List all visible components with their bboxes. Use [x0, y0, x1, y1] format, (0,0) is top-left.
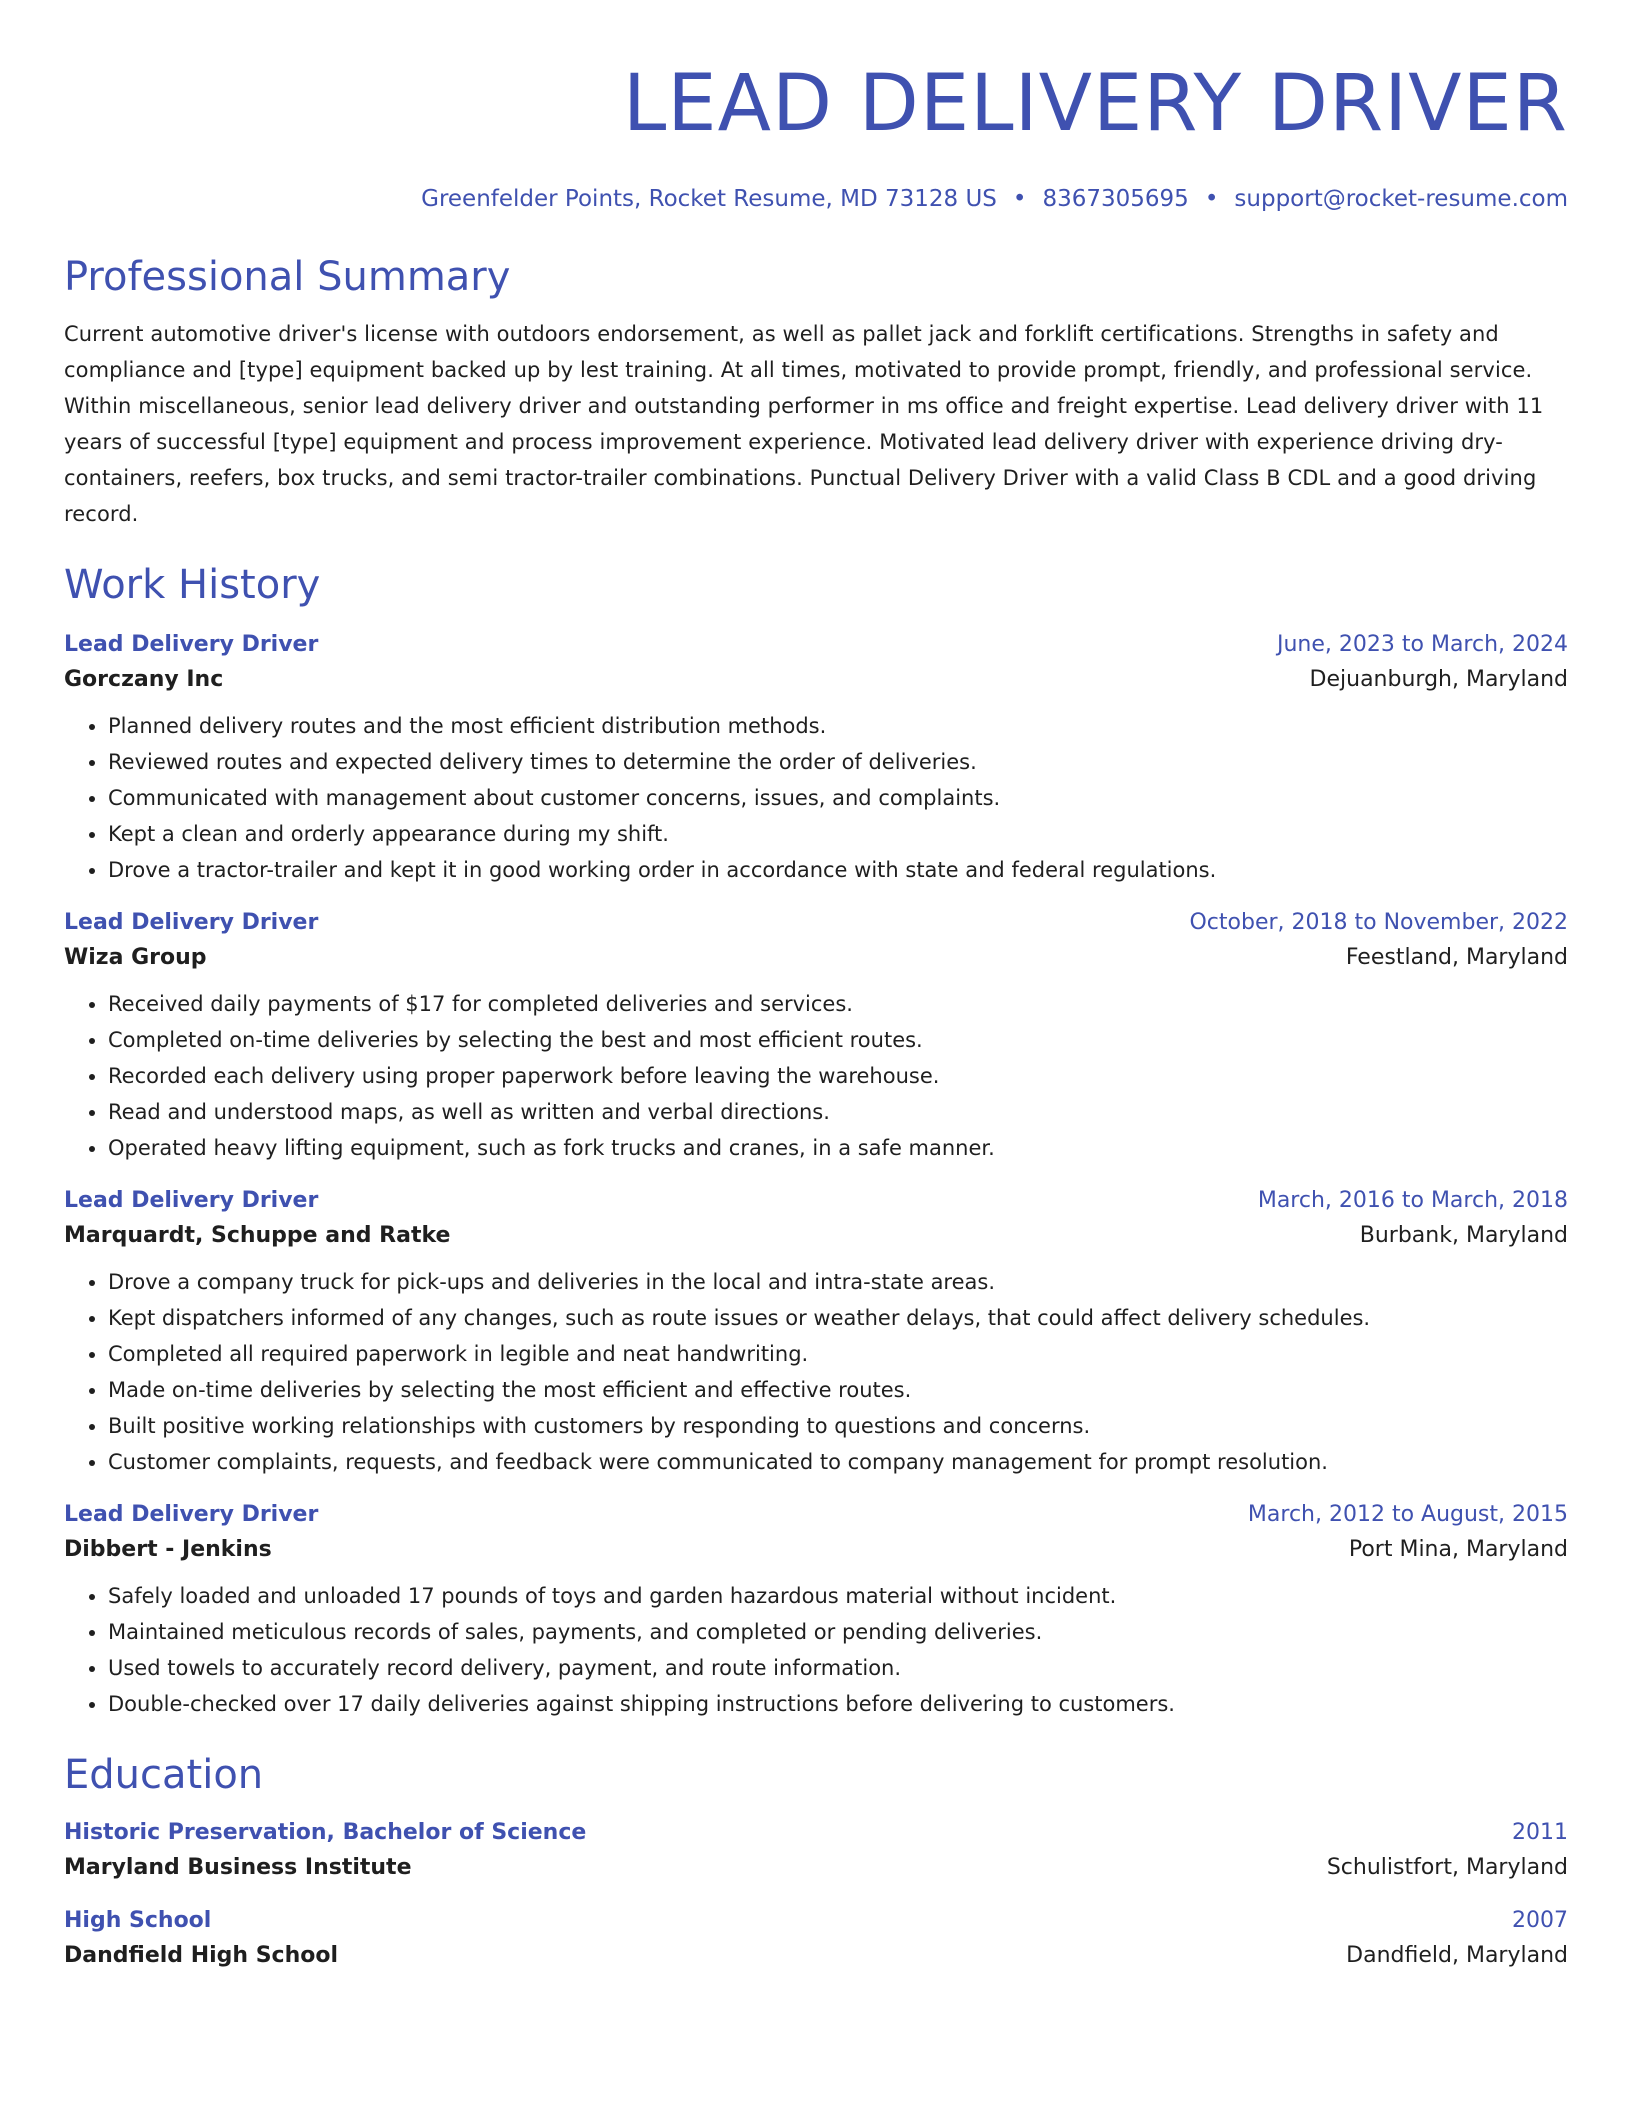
- job-bullets: [64, 708, 1568, 888]
- job-location: Burbank, Maryland: [1359, 1223, 1568, 1248]
- company-name: Gorczany Inc: [64, 667, 224, 692]
- section-title-work-history: Work History: [64, 562, 321, 608]
- work-history-list: [64, 630, 1568, 1722]
- job-bullet: • Maintained meticulous records of sales, payments, and completed or pending deliveries.: [108, 1614, 1568, 1650]
- education-year: 2011: [1512, 1820, 1568, 1845]
- job-bullet: • Planned delivery routes and the most efficient distribution methods.: [108, 708, 1568, 744]
- contact-email[interactable]: support@rocket-resume.com: [1234, 186, 1568, 212]
- job-bullet: • Used towels to accurately record delivery, payment, and route information.: [108, 1650, 1568, 1686]
- job-bullet: • Double-checked over 17 daily deliveries against shipping instructions before delivering to customers.: [108, 1686, 1568, 1722]
- job-dates: March, 2016 to March, 2018: [1257, 1188, 1568, 1213]
- contact-line: [64, 184, 1568, 214]
- job-bullets: [64, 1578, 1568, 1722]
- job-bullet: • Read and understood maps, as well as written and verbal directions.: [108, 1094, 1568, 1130]
- job-bullet: • Completed all required paperwork in legible and neat handwriting.: [108, 1336, 1568, 1372]
- company-name: Wiza Group: [64, 945, 207, 970]
- job-bullet: • Built positive working relationships with customers by responding to questions and concerns.: [108, 1408, 1568, 1444]
- job-bullet: • Communicated with management about customer concerns, issues, and complaints.: [108, 780, 1568, 816]
- job-bullet: • Made on-time deliveries by selecting the most efficient and effective routes.: [108, 1372, 1568, 1408]
- job-dates: March, 2012 to August, 2015: [1247, 1502, 1568, 1527]
- job-title: Lead Delivery Driver: [64, 1188, 319, 1213]
- job-bullet: • Customer complaints, requests, and feedback were communicated to company management for prompt resolution.: [108, 1444, 1568, 1480]
- education-entry: [64, 1818, 1568, 1888]
- school-location: Schulistfort, Maryland: [1326, 1855, 1568, 1880]
- job-title: Lead Delivery Driver: [64, 910, 319, 935]
- section-title-education: Education: [64, 1752, 264, 1798]
- school-name: Dandfield High School: [64, 1943, 339, 1968]
- education-list: [64, 1818, 1568, 1976]
- contact-separator: •: [1204, 186, 1219, 212]
- job-bullet: • Recorded each delivery using proper paperwork before leaving the warehouse.: [108, 1058, 1568, 1094]
- job-location: Feestland, Maryland: [1345, 945, 1568, 970]
- job-title: Lead Delivery Driver: [64, 632, 319, 657]
- company-name: Dibbert - Jenkins: [64, 1537, 272, 1562]
- company-name: Marquardt, Schuppe and Ratke: [64, 1223, 451, 1248]
- contact-separator: •: [1012, 186, 1027, 212]
- job-entry: [64, 1500, 1568, 1722]
- job-entry: [64, 630, 1568, 888]
- job-bullet: • Received daily payments of $17 for completed deliveries and services.: [108, 986, 1568, 1022]
- job-bullets: [64, 1264, 1568, 1480]
- job-location: Dejuanburgh, Maryland: [1309, 667, 1568, 692]
- job-dates: June, 2023 to March, 2024: [1277, 632, 1568, 657]
- candidate-title: LEAD DELIVERY DRIVER: [622, 59, 1568, 149]
- section-title-summary: Professional Summary: [64, 254, 511, 300]
- job-bullet: • Drove a tractor-trailer and kept it in good working order in accordance with state and federal regulations.: [108, 852, 1568, 888]
- job-bullets: [64, 986, 1568, 1166]
- school-location: Dandfield, Maryland: [1346, 1943, 1568, 1968]
- job-title: Lead Delivery Driver: [64, 1502, 319, 1527]
- school-name: Maryland Business Institute: [64, 1855, 412, 1880]
- job-bullet: • Safely loaded and unloaded 17 pounds of toys and garden hazardous material without incident.: [108, 1578, 1568, 1614]
- contact-address: Greenfelder Points, Rocket Resume, MD 73128 US: [421, 186, 997, 212]
- job-bullet: • Drove a company truck for pick-ups and deliveries in the local and intra-state areas.: [108, 1264, 1568, 1300]
- job-location: Port Mina, Maryland: [1348, 1537, 1568, 1562]
- job-bullet: • Kept dispatchers informed of any changes, such as route issues or weather delays, that could affect delivery schedules.: [108, 1300, 1568, 1336]
- job-bullet: • Completed on-time deliveries by selecting the best and most efficient routes.: [108, 1022, 1568, 1058]
- job-dates: October, 2018 to November, 2022: [1189, 910, 1568, 935]
- summary-text: Current automotive driver's license with outdoors endorsement, as well as pallet jack and forklift certifications. Strengths in safety and compliance and [type] equipment backed up by lest training. At all times, motivated to provide prompt, friendly, and professional service. Within miscellaneous, senior lead delivery driver and outstanding performer in ms office and freight expertise. Lead delivery driver with 11 years of successful [type] equipment and process improvement experience. Motivated lead delivery driver with experience driving dry-containers, reefers, box trucks, and semi tractor-trailer combinations. Punctual Delivery Driver with a valid Class B CDL and a good driving record.: [64, 322, 1544, 526]
- resume-header: [64, 0, 1568, 214]
- degree-name: High School: [64, 1908, 212, 1933]
- job-bullet: • Reviewed routes and expected delivery times to determine the order of deliveries.: [108, 744, 1568, 780]
- job-bullet: • Operated heavy lifting equipment, such as fork trucks and cranes, in a safe manner.: [108, 1130, 1568, 1166]
- job-entry: [64, 1186, 1568, 1480]
- contact-phone: 8367305695: [1042, 186, 1189, 212]
- education-year: 2007: [1512, 1908, 1568, 1933]
- degree-name: Historic Preservation, Bachelor of Science: [64, 1820, 587, 1845]
- job-bullet: • Kept a clean and orderly appearance during my shift.: [108, 816, 1568, 852]
- education-entry: [64, 1906, 1568, 1976]
- job-entry: [64, 908, 1568, 1166]
